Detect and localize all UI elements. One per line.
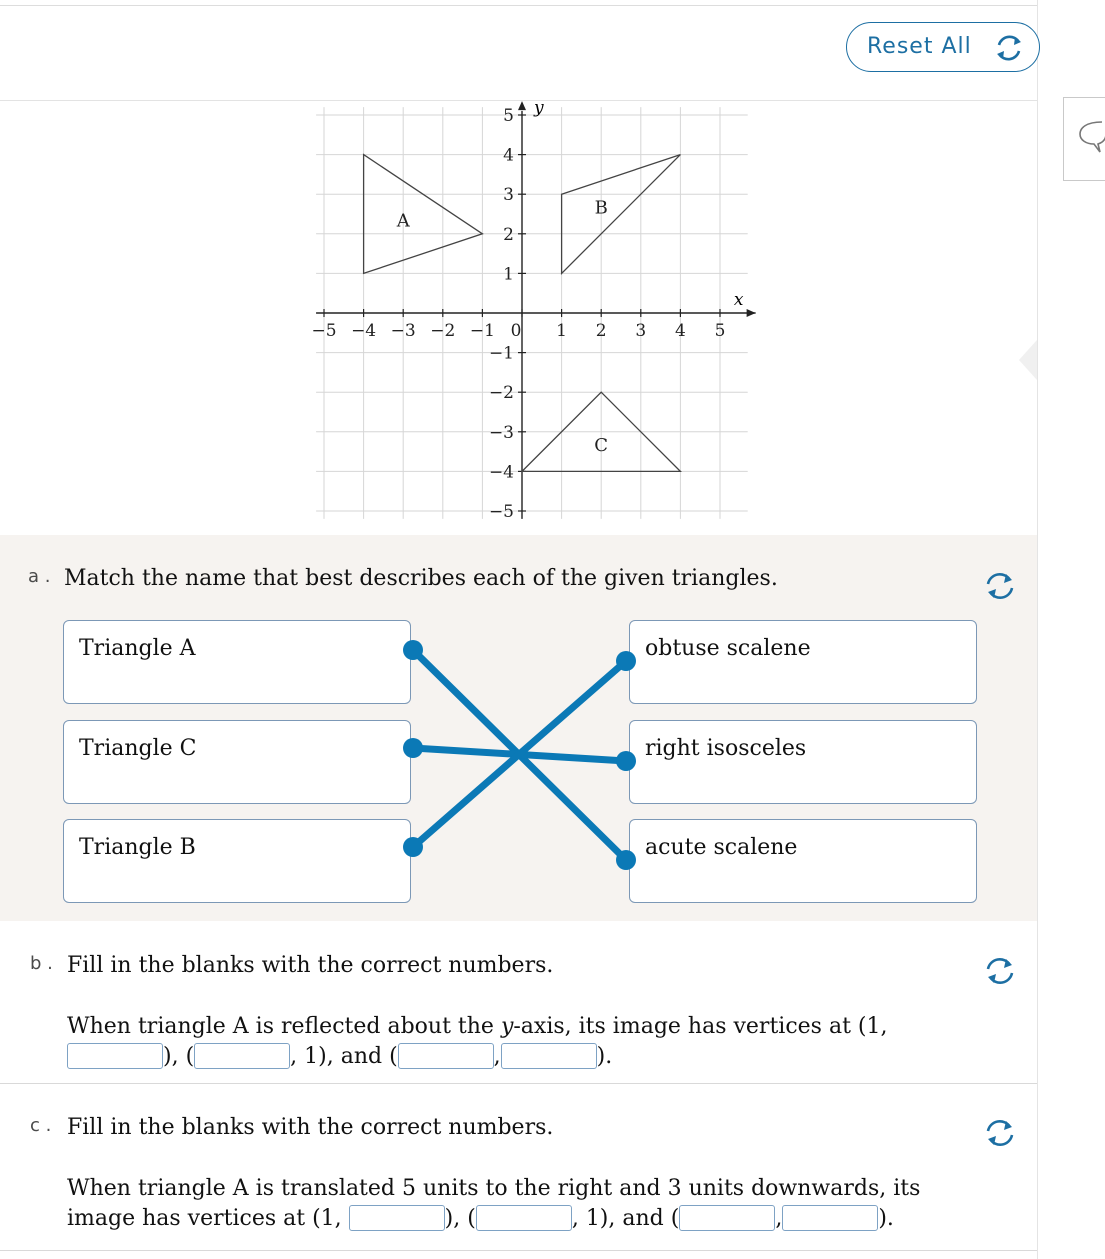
- answer-input[interactable]: [501, 1043, 597, 1069]
- text: ), (: [444, 1206, 476, 1231]
- comment-icon: [1072, 118, 1105, 158]
- triangle-label: A: [396, 210, 410, 232]
- text: ).: [878, 1206, 894, 1231]
- right-item-right-isosceles[interactable]: [629, 720, 977, 804]
- part-c-prompt: Fill in the blanks with the correct numbers.: [67, 1115, 554, 1140]
- triangle-label: C: [594, 435, 609, 456]
- y-tick-label: 5: [503, 106, 514, 126]
- triangle-label: B: [594, 197, 608, 219]
- right-item-label: acute scalene: [645, 835, 798, 860]
- text: ).: [596, 1044, 613, 1069]
- text: , 1), and (: [571, 1206, 680, 1231]
- text: ), (: [163, 1044, 195, 1069]
- y-tick-label: 1: [503, 264, 514, 285]
- answer-input[interactable]: [398, 1043, 494, 1069]
- text: When triangle A is reflected about the: [67, 1014, 501, 1039]
- part-a-label: a .: [28, 566, 51, 587]
- left-item-label: Triangle A: [79, 636, 196, 661]
- x-tick-label: 1: [556, 321, 568, 341]
- answer-input[interactable]: [679, 1205, 775, 1231]
- text: ,: [775, 1206, 783, 1231]
- answer-input[interactable]: [782, 1205, 878, 1231]
- right-panel: [1037, 0, 1105, 1259]
- x-axis-arrow: [747, 309, 756, 317]
- bottom-divider: [0, 1250, 1037, 1251]
- answer-input[interactable]: [67, 1043, 163, 1069]
- answer-input[interactable]: [349, 1205, 445, 1231]
- part-c-reset-icon[interactable]: [982, 1115, 1018, 1151]
- x-tick-label: −4: [351, 321, 377, 341]
- left-item-triangle-b[interactable]: [63, 819, 411, 903]
- part-c-label: c .: [30, 1115, 52, 1136]
- answer-input[interactable]: [194, 1043, 290, 1069]
- x-tick-label: 0: [510, 321, 522, 341]
- y-tick-label: −3: [488, 422, 514, 443]
- y-variable: y: [500, 1014, 514, 1039]
- comment-tab[interactable]: [1063, 97, 1105, 181]
- triangle-b: [562, 155, 681, 274]
- right-item-label: obtuse scalene: [645, 636, 811, 661]
- part-a-prompt: Match the name that best describes each of the given triangles.: [64, 566, 778, 591]
- text: , 1), and (: [290, 1044, 398, 1069]
- left-item-label: Triangle C: [79, 736, 197, 761]
- y-tick-label: −4: [488, 462, 514, 483]
- coordinate-graph: [300, 95, 760, 525]
- left-item-triangle-c[interactable]: [63, 720, 411, 804]
- text: ,: [493, 1044, 501, 1069]
- right-item-obtuse-scalene[interactable]: [629, 620, 977, 704]
- tick-labels: [311, 106, 725, 522]
- right-item-label: right isosceles: [645, 736, 807, 761]
- x-tick-label: 4: [674, 321, 686, 341]
- panel-notch: [1019, 340, 1037, 380]
- x-tick-label: −1: [469, 321, 495, 341]
- left-item-triangle-a[interactable]: [63, 620, 411, 704]
- x-tick-label: 2: [595, 321, 607, 341]
- part-b-label: b .: [30, 953, 53, 974]
- right-item-acute-scalene[interactable]: [629, 819, 977, 903]
- y-axis-arrow: [518, 101, 526, 110]
- top-border: [0, 5, 1037, 6]
- x-tick-label: −5: [311, 321, 337, 341]
- y-axis-label: y: [534, 98, 544, 119]
- y-tick-label: −2: [488, 383, 514, 404]
- text: image has vertices at (1,: [67, 1206, 342, 1231]
- x-tick-label: −2: [430, 321, 456, 341]
- y-tick-label: −1: [488, 343, 514, 364]
- x-axis-label: x: [733, 290, 744, 310]
- text: -axis, its image has vertices at (1,: [513, 1014, 888, 1039]
- reset-all-label: Reset All: [867, 34, 972, 59]
- refresh-icon: [991, 31, 1027, 65]
- x-tick-label: 5: [714, 321, 726, 341]
- text: When triangle A is translated 5 units to the right and 3 units downwards, its: [67, 1176, 921, 1201]
- part-b-prompt: Fill in the blanks with the correct numbers.: [67, 953, 554, 978]
- y-tick-label: 3: [503, 185, 514, 206]
- part-c-body: [67, 1174, 967, 1234]
- y-tick-label: −5: [488, 502, 514, 522]
- x-tick-label: 3: [635, 321, 647, 341]
- x-tick-label: −3: [390, 321, 416, 341]
- triangle-a: [364, 155, 483, 274]
- axes: [316, 98, 756, 519]
- y-tick-label: 2: [503, 224, 514, 245]
- section-divider: [0, 1083, 1037, 1084]
- part-b-body: [67, 1012, 967, 1072]
- part-b-reset-icon[interactable]: [982, 953, 1018, 989]
- answer-input[interactable]: [476, 1205, 572, 1231]
- reset-all-button[interactable]: [846, 22, 1040, 72]
- left-item-label: Triangle B: [79, 835, 196, 860]
- part-a-reset-icon[interactable]: [982, 568, 1018, 604]
- y-tick-label: 4: [503, 145, 514, 166]
